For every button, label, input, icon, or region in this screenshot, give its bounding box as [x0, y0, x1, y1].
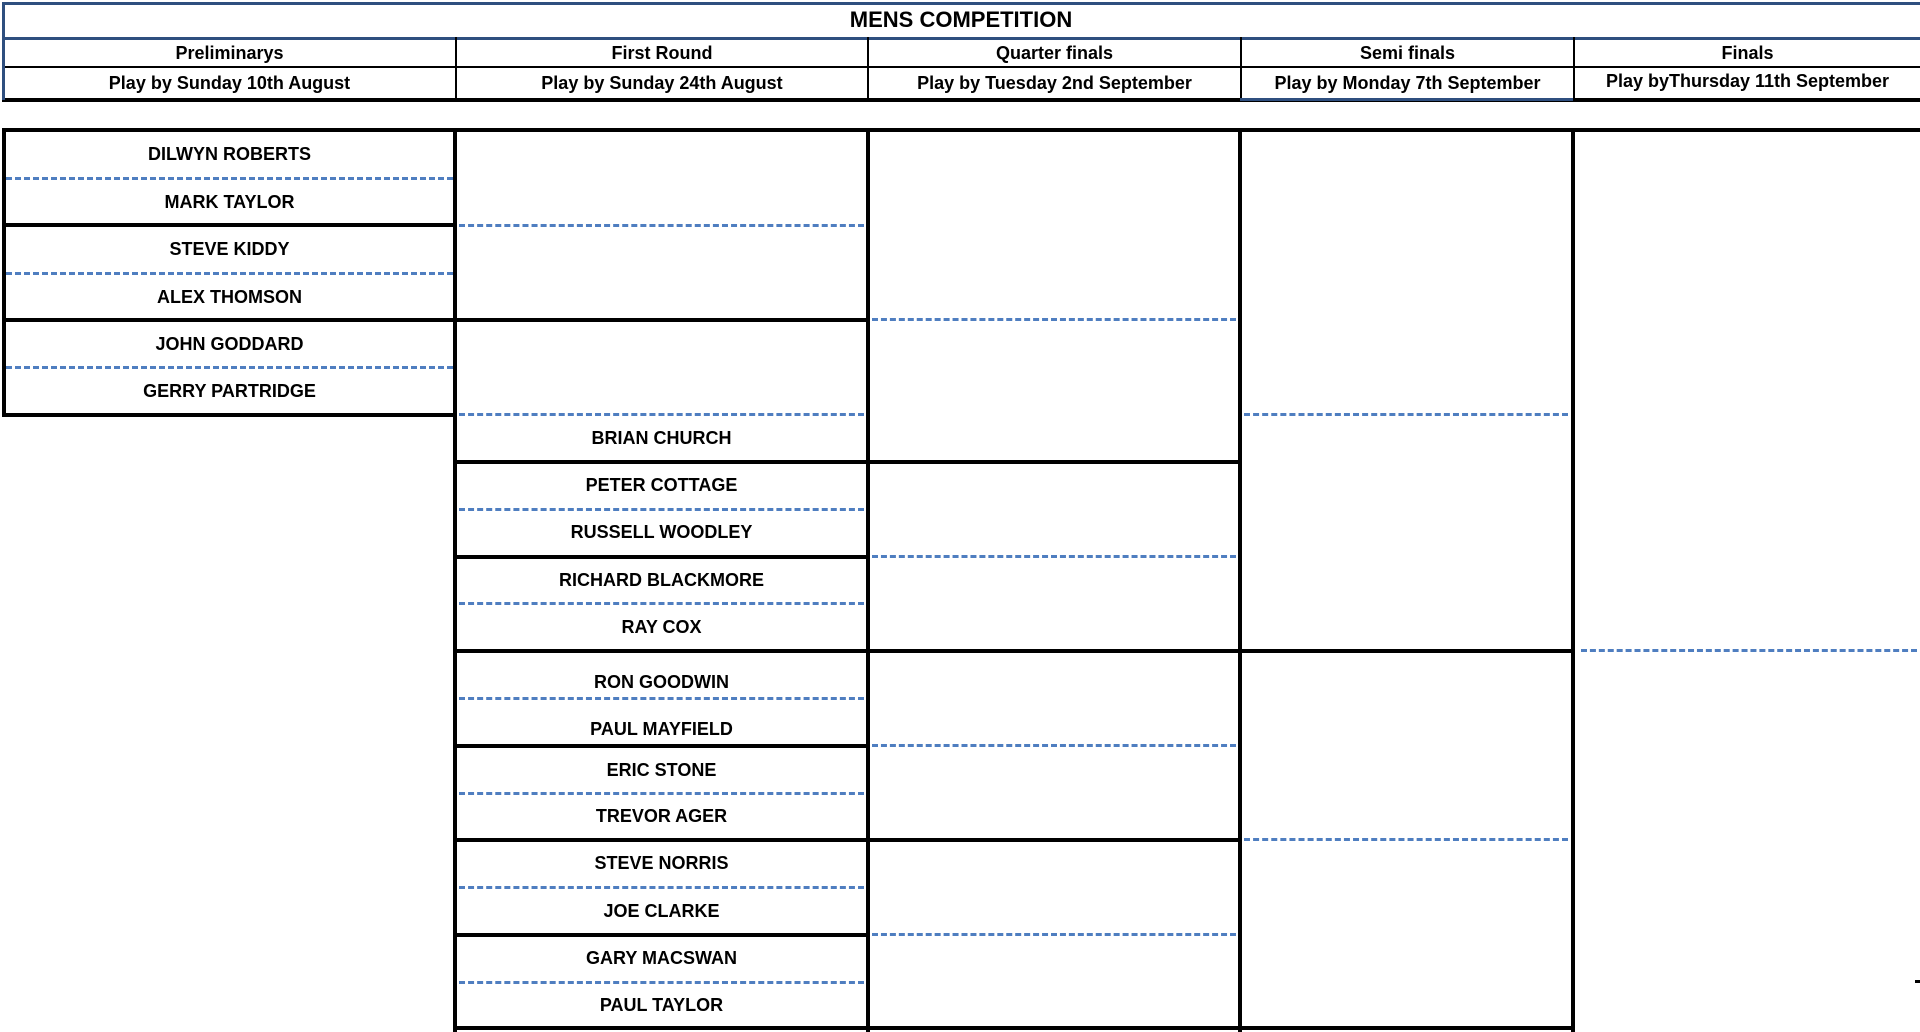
prelim-player: STEVE KIDDY [169, 238, 290, 259]
first-round-sep-5 [455, 744, 868, 748]
first-round-winner-line-2 [459, 413, 864, 416]
semi-bottom [1240, 1026, 1573, 1030]
first-round-match-divider [459, 602, 864, 605]
first-round-player: GARY MACSWAN [585, 947, 737, 968]
prelim-player: ALEX THOMSON [156, 286, 302, 307]
header-bottom-border [2, 98, 1920, 102]
round-name-semi: Semi finals [1359, 42, 1456, 63]
cell-marker [1915, 980, 1920, 983]
prelim-player: DILWYN ROBERTS [147, 143, 311, 164]
first-round-bottom [455, 1026, 868, 1030]
prelim-player: GERRY PARTRIDGE [143, 380, 316, 401]
col-border-2 [866, 128, 870, 1032]
first-round-sep-2 [455, 460, 868, 464]
prelim-match-1-divider [6, 177, 453, 180]
quarter-sep-1 [868, 460, 1240, 464]
first-round-player: RAY COX [621, 616, 702, 637]
col-border-4 [1571, 128, 1575, 1032]
first-round-sep-3 [455, 555, 868, 559]
quarter-bottom [868, 1026, 1240, 1030]
first-round-player: PETER COTTAGE [585, 474, 738, 495]
first-round-player: PAUL MAYFIELD [590, 718, 733, 739]
first-round-player: TREVOR AGER [595, 805, 728, 826]
round-deadline-final: Play byThursday 11th September [1605, 70, 1890, 91]
first-round-winner-line-1 [459, 224, 864, 227]
round-deadline-prelim: Play by Sunday 10th August [108, 72, 351, 93]
first-round-match-divider [459, 508, 864, 511]
round-name-final: Finals [1721, 42, 1774, 63]
prelim-sep-2 [2, 318, 455, 322]
first-round-player: STEVE NORRIS [594, 852, 729, 873]
prelim-match-3-divider [6, 366, 453, 369]
quarter-sep-2 [868, 649, 1240, 653]
first-round-match-divider [459, 981, 864, 984]
first-round-player: RON GOODWIN [594, 671, 729, 692]
quarter-winner-line-2 [872, 555, 1236, 558]
first-round-match-divider [459, 886, 864, 889]
round-deadline-quarter: Play by Tuesday 2nd September [917, 72, 1192, 93]
body-top-border [2, 128, 1920, 132]
prelim-bottom [2, 413, 455, 417]
quarter-winner-line-4 [872, 933, 1236, 936]
first-round-player: PAUL TAYLOR [599, 994, 724, 1015]
round-deadline-first: Play by Sunday 24th August [541, 72, 783, 93]
prelim-player: JOHN GODDARD [155, 333, 304, 354]
first-round-match-divider [459, 697, 864, 700]
first-round-player: JOE CLARKE [603, 900, 720, 921]
first-round-player: RICHARD BLACKMORE [559, 569, 764, 590]
first-round-sep-1 [455, 318, 868, 322]
page-title: MENS COMPETITION [849, 7, 1073, 32]
col-border-3 [1238, 128, 1242, 1032]
prelim-player: MARK TAYLOR [164, 191, 295, 212]
quarter-winner-line-3 [872, 744, 1236, 747]
first-round-player: ERIC STONE [606, 759, 717, 780]
first-round-sep-6 [455, 838, 868, 842]
round-deadline-semi: Play by Monday 7th September [1274, 72, 1541, 93]
prelim-match-2-divider [6, 272, 453, 275]
header-top-border [2, 2, 1920, 5]
round-name-first: First Round [611, 42, 713, 63]
first-round-player: RUSSELL WOODLEY [570, 521, 753, 542]
first-round-player: BRIAN CHURCH [591, 427, 732, 448]
prelim-sep-1 [2, 223, 455, 227]
round-name-prelim: Preliminarys [175, 42, 284, 63]
round-name-quarter: Quarter finals [995, 42, 1114, 63]
semi-sep-1 [1240, 649, 1573, 653]
semi-winner-line-1 [1244, 413, 1568, 416]
quarter-sep-3 [868, 838, 1240, 842]
first-round-sep-4 [455, 649, 868, 653]
final-winner-line [1581, 649, 1917, 652]
quarter-winner-line-1 [872, 318, 1236, 321]
semi-header-underline [1240, 98, 1573, 101]
first-round-sep-7 [455, 933, 868, 937]
first-round-match-divider [459, 792, 864, 795]
semi-winner-line-2 [1244, 838, 1568, 841]
